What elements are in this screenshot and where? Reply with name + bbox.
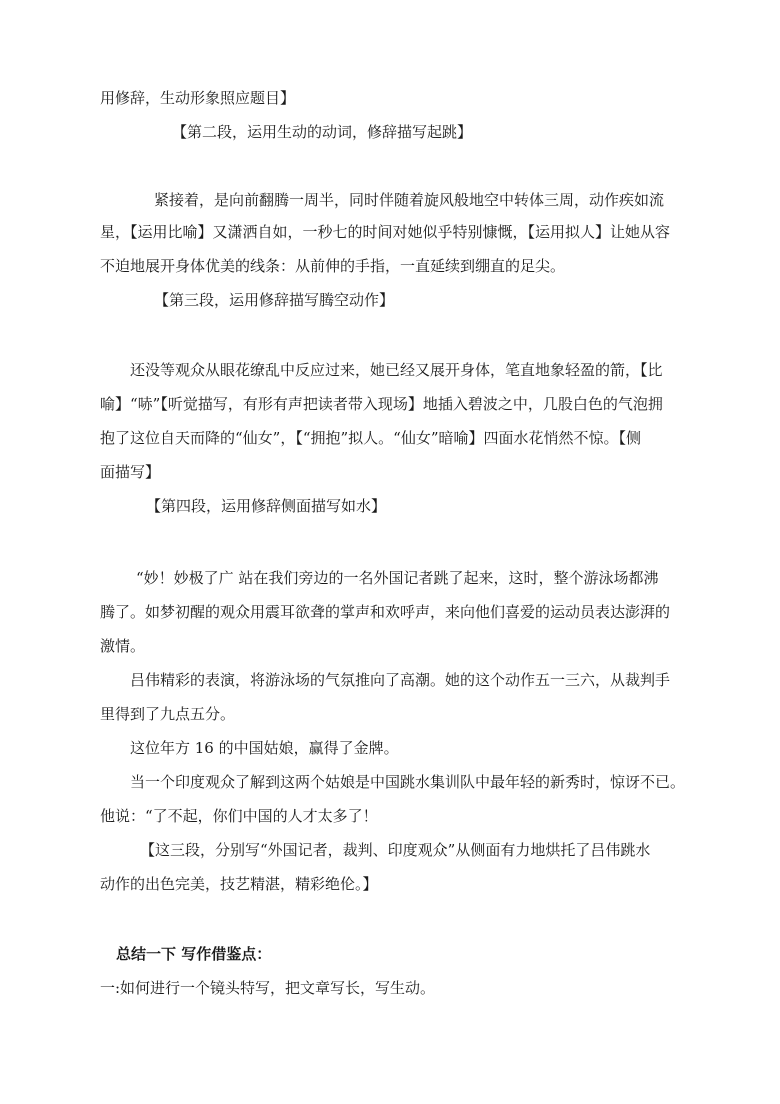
text-line: 他说：“了不起，你们中国的人才太多了！ xyxy=(100,807,378,825)
text-line: 激情。 xyxy=(100,637,146,655)
text-line: 这位年方 16 的中国姑娘，赢得了金牌。 xyxy=(130,739,399,757)
section-note: 【第四段，运用修辞侧面描写如水】 xyxy=(146,497,387,515)
text-line: 用修辞，生动形象照应题目】 xyxy=(100,89,296,107)
text-line: 当一个印度观众了解到这两个姑娘是中国跳水集训队中最年轻的新秀时，惊讶不已。 xyxy=(130,773,686,791)
section-note: 【这三段，分别写“外国记者，裁判、印度观众”从侧面有力地烘托了吕伟跳水 xyxy=(140,841,651,859)
summary-point: 一:如何进行一个镜头特写，把文章写长，写生动。 xyxy=(100,979,436,997)
text-line: “妙！妙极了广 站在我们旁边的一名外国记者跳了起来，这时，整个游泳场都沸 xyxy=(136,569,659,587)
summary-heading: 总结一下 写作借鉴点： xyxy=(116,945,272,963)
text-line: 星，【运用比喻】又潇洒自如，一秒七的时间对她似乎特别慷慨，【运用拟人】让她从容 xyxy=(100,223,671,241)
section-note: 【第三段，运用修辞描写腾空动作】 xyxy=(154,291,395,309)
text-line: 还没等观众从眼花缭乱中反应过来，她已经又展开身体，笔直地象轻盈的箭，【比 xyxy=(130,361,663,379)
text-line: 吕伟精彩的表演，将游泳场的气氛推向了高潮。她的这个动作五一三六，从裁判手 xyxy=(130,671,671,689)
text-line: 抱了这位自天而降的“仙女”，【“拥抱”拟人。“仙女”暗喻】四面水花悄然不惊。【侧 xyxy=(100,429,642,447)
section-note: 动作的出色完美，技艺精湛，精彩绝伦。】 xyxy=(100,875,378,893)
text-line: 面描写】 xyxy=(100,463,161,481)
text-line: 里得到了九点五分。 xyxy=(100,705,236,723)
section-note: 【第二段，运用生动的动词，修辞描写起跳】 xyxy=(172,123,473,141)
text-line: 紧接着，是向前翻腾一周半，同时伴随着旋风般地空中转体三周，动作疾如流 xyxy=(154,191,665,209)
text-line: 腾了。如梦初醒的观众用震耳欲聋的掌声和欢呼声，来向他们喜爱的运动员表达澎湃的 xyxy=(100,603,671,621)
text-line: 喻】“哧”【听觉描写，有形有声把读者带入现场】地插入碧波之中，几股白色的气泡拥 xyxy=(100,395,663,413)
text-line: 不迫地展开身体优美的线条：从前伸的手指，一直延续到绷直的足尖。 xyxy=(100,257,566,275)
